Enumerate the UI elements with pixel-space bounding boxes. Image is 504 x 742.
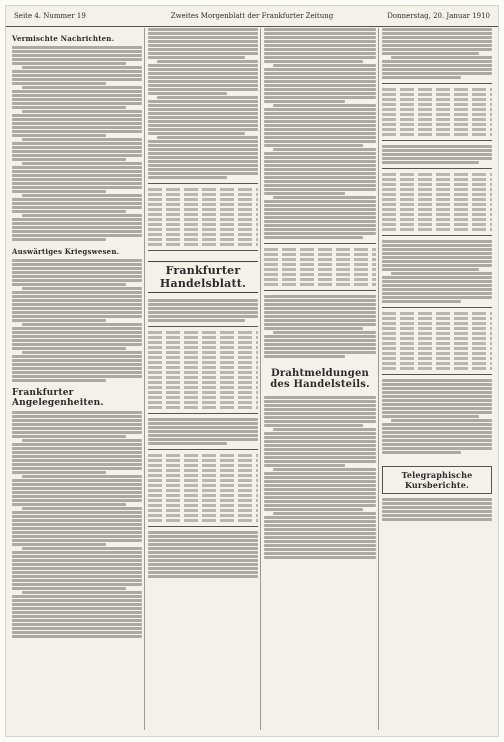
section-heading: Frankfurter Angelegenheiten.: [12, 388, 104, 408]
market-table: [382, 83, 492, 141]
section-heading: Telegraphische Kursberichte.: [382, 466, 492, 494]
column-3: [264, 28, 376, 730]
text-block: [382, 498, 492, 521]
newspaper-page: [6, 6, 498, 736]
text-block: [12, 259, 142, 382]
text-block: [382, 240, 492, 303]
column-4: [382, 28, 492, 730]
section-heading: Drahtmeldungen des Handelsteils.: [270, 368, 370, 390]
text-block: [382, 379, 492, 454]
column-rule: [260, 28, 261, 730]
text-block: [264, 295, 376, 358]
column-rule: [378, 28, 379, 730]
masthead: Zweites Morgenblatt der Frankfurter Zeitung: [170, 12, 334, 20]
market-table: [148, 183, 258, 251]
market-table: [264, 243, 376, 291]
section-heading: Auswärtiges Kriegswesen.: [12, 247, 120, 256]
text-block: [264, 396, 376, 559]
section-heading: Frankfurter Handelsblatt.: [148, 261, 258, 293]
text-block: [382, 28, 492, 79]
market-table: [148, 449, 258, 527]
text-block: [12, 411, 142, 638]
column-rule: [144, 28, 145, 730]
text-block: [148, 418, 258, 445]
text-block: [12, 46, 142, 241]
page-number: Seite 4. Nummer 19: [14, 12, 86, 20]
market-table: [148, 326, 258, 414]
text-block: [382, 145, 492, 164]
text-block: [148, 28, 258, 179]
column-2: [148, 28, 258, 730]
text-block: [264, 28, 376, 239]
market-table: [382, 168, 492, 236]
text-block: [148, 299, 258, 322]
issue-date: Donnerstag, 20. Januar 1910: [387, 12, 490, 20]
market-table: [382, 307, 492, 375]
page-header: [6, 6, 498, 27]
text-block: [148, 531, 258, 578]
column-1: [12, 28, 142, 730]
section-heading: Vermischte Nachrichten.: [12, 34, 115, 43]
